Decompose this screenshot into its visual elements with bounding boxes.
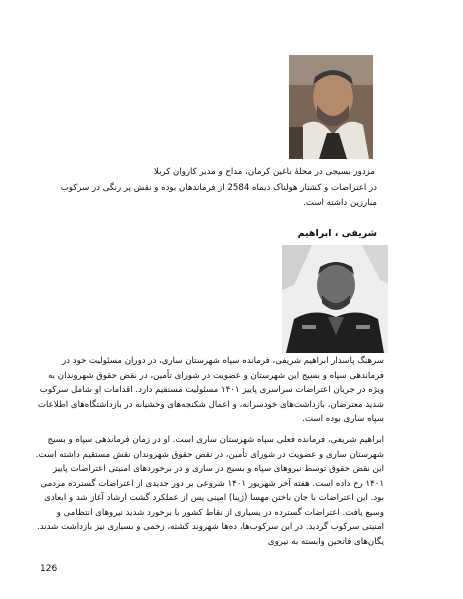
paragraph-3: ابراهیم شریفی، فرمانده فعلی سپاه شهرستان ساری است. او در زمان فرماندهی سپاه و بسیج شهرستان ساری و عضویت در شورای تأمین، در نقض حقوق شهروندان نقش مستقیم داشته است. این نقض حقوق توسط نیروهای سپاه و بسیج در ساری و در برخوردهای امنیتی اعتراضات پاییز ۱۴۰۱ رخ داده است. هفته آخر شهریور ۱۴۰۱ شروعی بر دور جدیدی از اعتراضات گسترده مردمی بود. این اعتراضات با جان باختن مهسا (ژینا) امینی پس از عملکرد گشت ارشاد آغاز شد و ابعادی وسیع یافت. اعتراضات گسترده در بسیاری از نقاط کشور با برخورد شدید نیروهای انتظامی و امنیتی سرکوب گردید. در این سرکوب‌ها، ده‌ها شهروند کشته، زخمی و بسیاری نیز بازداشت شدند. یگان‌های فاتحین وابسته به نیروی <box>35 435 384 547</box>
page-number: 126 <box>40 564 58 574</box>
photo-caption: مزدور بسیجی در محلهٔ باغین کرمان، مداح و مدیر کاروان کربلا <box>153 167 375 177</box>
portrait-photo-2 <box>282 245 388 353</box>
portrait-photo-1 <box>289 55 373 159</box>
paragraph-1: در اعتراضات و کشتار هولناک دیماه 2584 از فرماندهان بوده و نقش پر رنگی در سرکوب مبارزین داشته است. <box>60 183 377 208</box>
paragraph-2: سرهنگ پاسدار ابراهیم شریفی، فرمانده سپاه شهرستان ساری، در دوران مسئولیت خود در فرماندهی سپاه و بسیج این شهرستان و عضویت در شورای تأمین، در نقض حقوق شهروندان به ویژه در جریان اعتراضات سراسری پاییز ۱۴۰۱ مسئولیت مستقیم دارد. اقدامات او شامل سرکوب شدید معترضان، بازداشت‌های خودسرانه، و اعمال شکنجه‌های وحشیانه در بازداشتگاه‌های اطلاعات سپاه ساری بوده است. <box>37 356 384 424</box>
section-heading: شریفی ، ابراهیم <box>297 228 377 239</box>
